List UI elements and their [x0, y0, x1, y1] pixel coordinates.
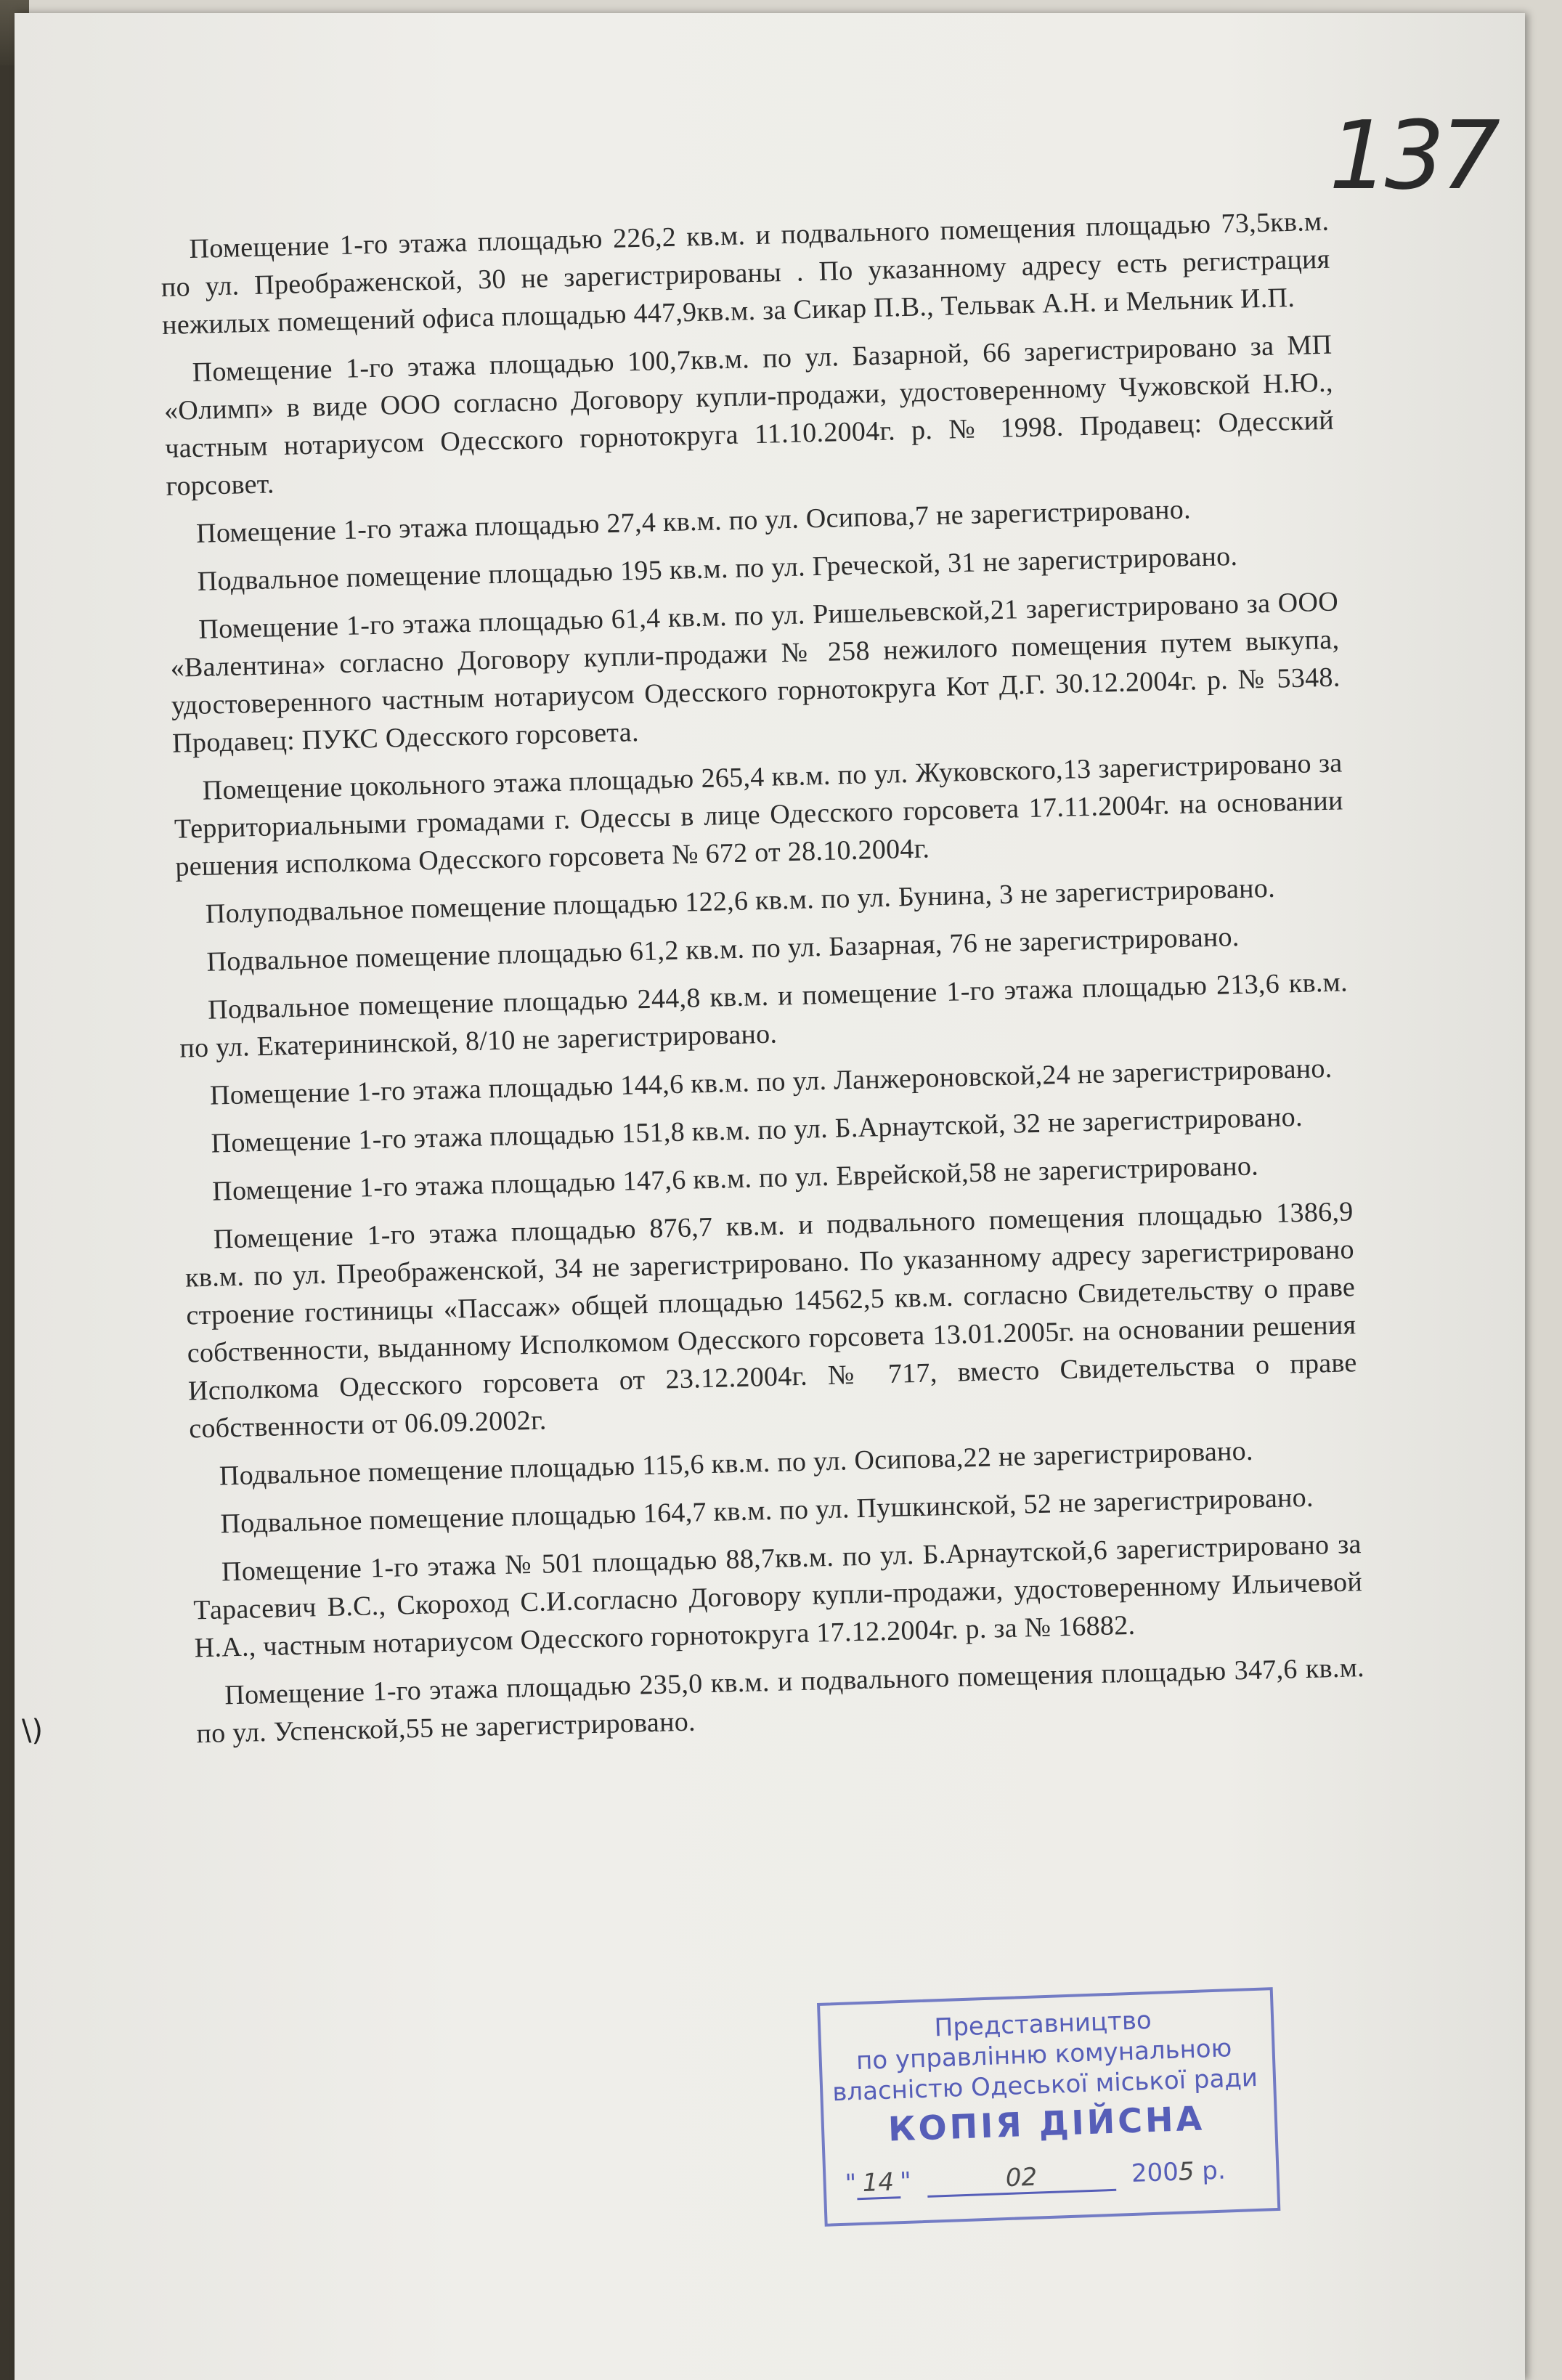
paragraph-5: Помещение 1-го этажа площадью 61,4 кв.м. по ул. Ришельевской,21 зарегистрировано за ООО «Валентина» согласно Договору купли-продажи № 258 нежилого помещения путем выкупа, удостоверенного частным нотариусом Одесского горнотокруга Кот Д.Г. 30.12.2004г. р. № 5348. Продавец: ПУКС Одесского горсовета. — [170, 586, 1341, 759]
stamp-date-year-suffix: 5 — [1178, 2157, 1195, 2187]
paragraph-14: Подвальное помещение площадью 115,6 кв.м. по ул. Осипова,22 не зарегистрировано. — [219, 1435, 1254, 1492]
stamp-line-1: Представництво — [934, 2005, 1152, 2043]
stamp-line-3: власністю Одеської міської ради — [831, 2063, 1258, 2108]
page-number — [1329, 100, 1518, 209]
paragraph-10: Помещение 1-го этажа площадью 144,6 кв.м. по ул. Ланжероновской,24 не зарегистрировано. — [209, 1052, 1333, 1111]
stamp-date: " 14 " 02 2005 р. — [845, 2155, 1266, 2201]
document-page — [15, 13, 1525, 2380]
document-body — [160, 203, 1366, 1763]
stamp-copy-valid: КОПІЯ ДІЙСНА — [887, 2098, 1205, 2149]
page-number-text: 137 — [1329, 100, 1497, 211]
paragraph-1: Помещение 1-го этажа площадью 226,2 кв.м. и подвального помещения площадью 73,5кв.м. по ул. Преображенской, 30 не зарегистрированы . По указанному адресу есть регистрация нежилых помещений офиса площадью 447,9кв.м. за Сикар П.В., Тельвак А.Н. и Мельник И.П. — [160, 206, 1330, 341]
binding-mark: \) — [22, 1714, 44, 1747]
stamp-date-year-prefix: 200 — [1131, 2157, 1179, 2189]
copy-valid-stamp — [817, 1987, 1274, 2220]
stamp-date-month: 02 — [927, 2160, 1116, 2198]
paragraph-8: Подвальное помещение площадью 61,2 кв.м. по ул. Базарная, 76 не зарегистрировано. — [206, 921, 1240, 978]
paragraph-2: Помещение 1-го этажа площадью 100,7кв.м. по ул. Базарной, 66 зарегистрировано за МП «Олимп» в виде ООО согласно Договору купли-продажи, удостоверенному Чужовской Н.Ю., частным нотариусом Одесского горнотокруга 11.10.2004г. р. № 1998. Продавец: Одесский горсовет. — [163, 329, 1335, 502]
stamp-date-day: 14 — [856, 2167, 900, 2200]
paragraph-16: Помещение 1-го этажа № 501 площадью 88,7кв.м. по ул. Б.Арнаутской,6 зарегистрировано за Тарасевич В.С., Скороход С.И.согласно Договору купли-продажи, удостоверенному Ильичевой Н.А., частным нотариусом Одесского горнотокруга 17.12.2004г. р. за № 16882. — [192, 1529, 1363, 1664]
paragraph-15: Подвальное помещение площадью 164,7 кв.м. по ул. Пушкинской, 52 не зарегистрировано. — [220, 1482, 1314, 1540]
paragraph-17: Помещение 1-го этажа площадью 235,0 кв.м. и подвального помещения площадью 347,6 кв.м. по ул. Успенской,55 не зарегистрировано. — [196, 1652, 1365, 1750]
paragraph-3: Помещение 1-го этажа площадью 27,4 кв.м. по ул. Осипова,7 не зарегистрировано. — [195, 494, 1192, 549]
paragraph-4: Подвальное помещение площадью 195 кв.м. по ул. Греческой, 31 не зарегистрировано. — [197, 540, 1238, 597]
paragraph-7: Полуподвальное помещение площадью 122,6 кв.м. по ул. Бунина, 3 не зарегистрировано. — [205, 872, 1276, 930]
stamp-date-suffix: р. — [1201, 2156, 1227, 2186]
paragraph-12: Помещение 1-го этажа площадью 147,6 кв.м. по ул. Еврейской,58 не зарегистрировано. — [211, 1150, 1259, 1207]
paragraph-11: Помещение 1-го этажа площадью 151,8 кв.м. по ул. Б.Арнаутской, 32 не зарегистрировано. — [211, 1101, 1303, 1159]
paragraph-6: Помещение цокольного этажа площадью 265,4 кв.м. по ул. Жуковского,13 зарегистрировано за Территориальными громадами г. Одессы в лице Одесского горсовета 17.11.2004г. на основании решения исполкома Одесского горсовета № 672 от 28.10.2004г. — [174, 747, 1344, 882]
stamp-line-2: по управлінню комунальною — [855, 2034, 1232, 2076]
paragraph-13: Помещение 1-го этажа площадью 876,7 кв.м. и подвального помещения площадью 1386,9 кв.м. по ул. Преображенской, 34 не зарегистрировано. По указанному адресу зарегистрировано строение гостиницы «Пассаж» общей площадью 14562,5 кв.м. согласно Свидетельству о праве собственности, выданному Исполкомом Одесского горсовета 13.01.2005г. на основании решения Исполкома Одесского горсовета от 23.12.2004г. № 717, вместо Свидетельства о праве собственности от 06.09.2002г. — [184, 1196, 1358, 1445]
paragraph-9: Подвальное помещение площадью 244,8 кв.м. и помещение 1-го этажа площадью 213,6 кв.м. по ул. Екатерининской, 8/10 не зарегистрировано. — [179, 967, 1349, 1064]
